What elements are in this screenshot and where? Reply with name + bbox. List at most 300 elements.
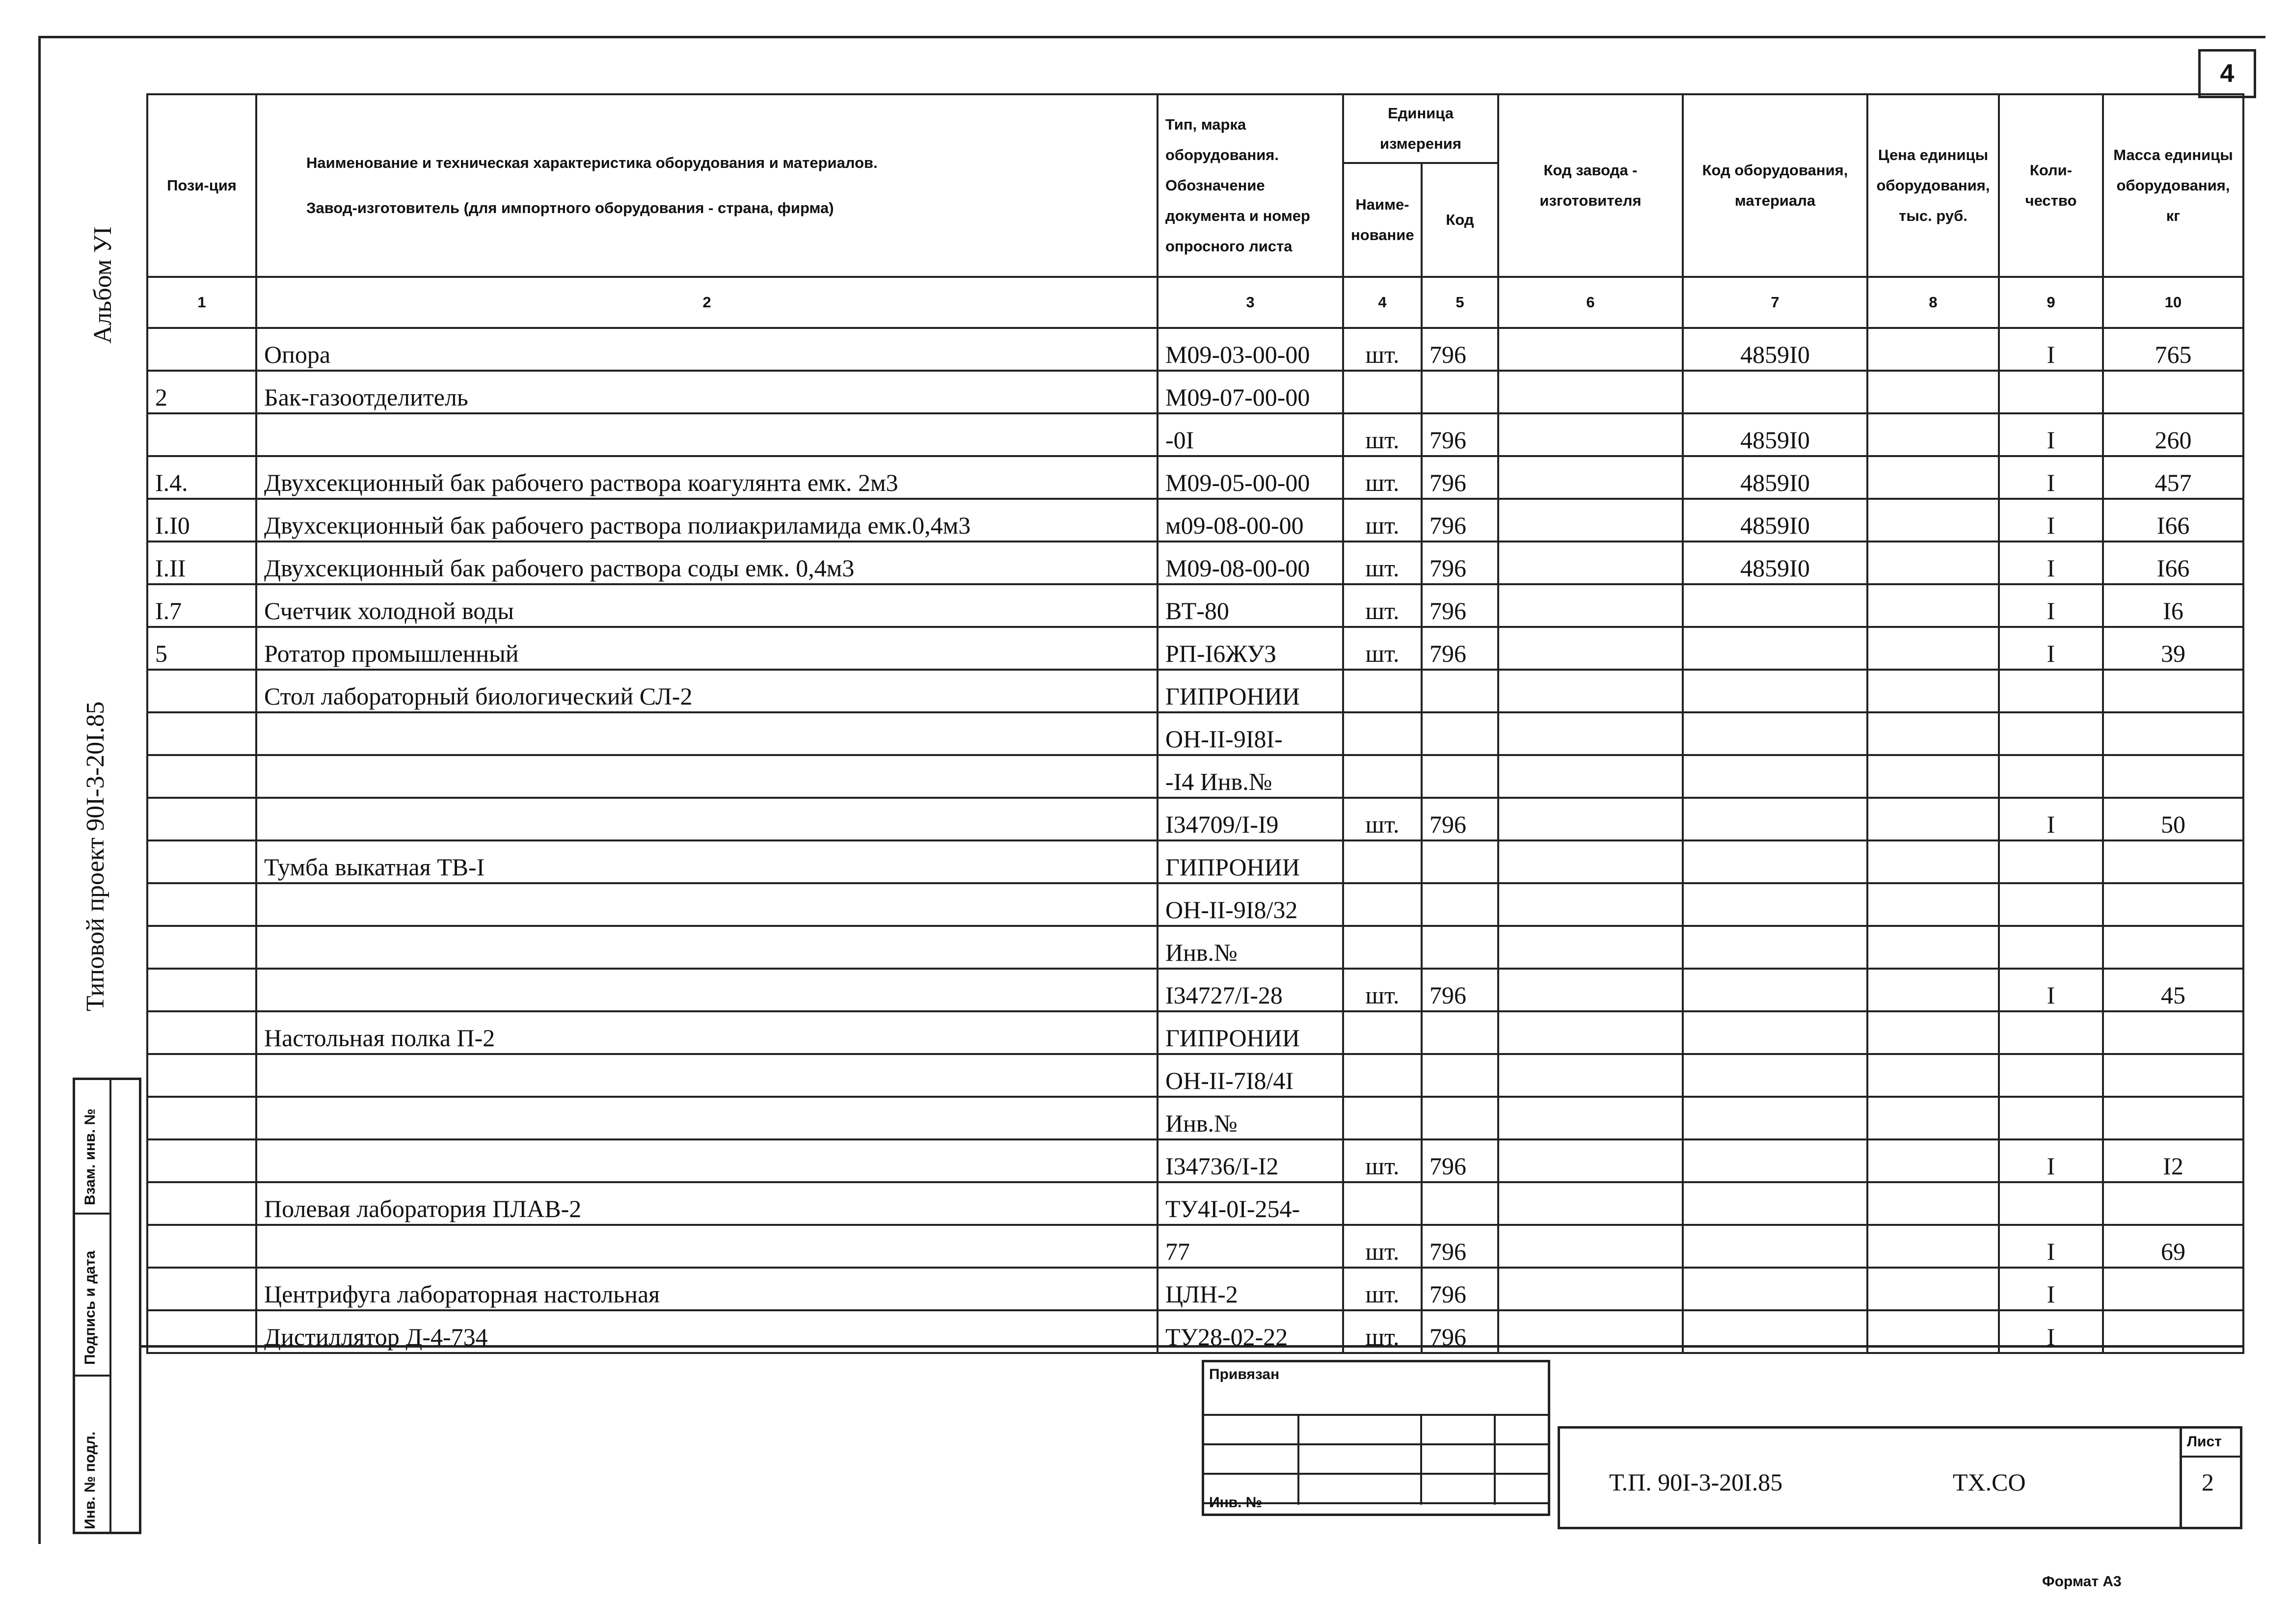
table-row bbox=[147, 371, 2243, 413]
cell-name bbox=[256, 755, 1158, 798]
cell-price bbox=[1867, 541, 1999, 584]
cell-position bbox=[147, 1182, 256, 1225]
title-block bbox=[1558, 1426, 2242, 1529]
cell-position: I.I0 bbox=[147, 499, 256, 541]
column-number: 10 bbox=[2103, 277, 2243, 328]
cell-mass bbox=[2103, 883, 2243, 926]
header-position: Пози-ция bbox=[147, 94, 256, 277]
cell-unit-code: 796 bbox=[1422, 413, 1498, 456]
cell-equipment-code bbox=[1683, 584, 1867, 627]
cell-quantity bbox=[1999, 926, 2103, 969]
cell-name bbox=[256, 883, 1158, 926]
cell-plant-code bbox=[1498, 1225, 1683, 1268]
cell-quantity bbox=[1999, 371, 2103, 413]
cell-plant-code bbox=[1498, 1139, 1683, 1182]
column-number: 6 bbox=[1498, 277, 1683, 328]
cell-position bbox=[147, 328, 256, 371]
header-unit-name: Наиме-нование bbox=[1343, 163, 1422, 277]
cell-price bbox=[1867, 1054, 1999, 1097]
cell-equipment-code bbox=[1683, 1011, 1867, 1054]
cell-mass bbox=[2103, 1054, 2243, 1097]
stamp-field-inv-original: Инв. № подл. bbox=[82, 1431, 98, 1529]
cell-unit-code bbox=[1422, 1054, 1498, 1097]
cell-quantity: I bbox=[1999, 627, 2103, 670]
cell-position bbox=[147, 1011, 256, 1054]
cell-name: Ротатор промышленный bbox=[256, 627, 1158, 670]
table-row bbox=[147, 1011, 2243, 1054]
cell-name bbox=[256, 1225, 1158, 1268]
cell-type: -0I bbox=[1158, 413, 1343, 456]
cell-price bbox=[1867, 371, 1999, 413]
cell-quantity: I bbox=[1999, 584, 2103, 627]
cell-type: I34709/I-I9 bbox=[1158, 798, 1343, 840]
table-row bbox=[147, 926, 2243, 969]
stamp-field-signature-date: Подпись и дата bbox=[82, 1250, 98, 1365]
cell-quantity bbox=[1999, 1011, 2103, 1054]
sheet-label: Лист bbox=[2187, 1434, 2222, 1450]
cell-position: I.7 bbox=[147, 584, 256, 627]
cell-type: Инв.№ bbox=[1158, 926, 1343, 969]
cell-position bbox=[147, 712, 256, 755]
cell-unit-code: 796 bbox=[1422, 584, 1498, 627]
cell-name: Счетчик холодной воды bbox=[256, 584, 1158, 627]
header-unit-group: Единица измерения bbox=[1343, 94, 1498, 163]
cell-unit-code bbox=[1422, 712, 1498, 755]
cell-type: ТУ28-02-22 bbox=[1158, 1310, 1343, 1353]
cell-plant-code bbox=[1498, 755, 1683, 798]
cell-plant-code bbox=[1498, 371, 1683, 413]
column-number: 2 bbox=[256, 277, 1158, 328]
cell-plant-code bbox=[1498, 1182, 1683, 1225]
header-mass: Масса единицы оборудования, кг bbox=[2103, 94, 2243, 277]
cell-plant-code bbox=[1498, 627, 1683, 670]
cell-position bbox=[147, 1268, 256, 1310]
cell-unit-code bbox=[1422, 371, 1498, 413]
cell-name: Бак-газоотделитель bbox=[256, 371, 1158, 413]
column-number: 5 bbox=[1422, 277, 1498, 328]
cell-unit bbox=[1343, 926, 1422, 969]
table-row bbox=[147, 413, 2243, 456]
table-row bbox=[147, 1097, 2243, 1139]
cell-plant-code bbox=[1498, 969, 1683, 1011]
cell-unit bbox=[1343, 1097, 1422, 1139]
cell-price bbox=[1867, 1097, 1999, 1139]
cell-unit-code: 796 bbox=[1422, 969, 1498, 1011]
cell-unit bbox=[1343, 371, 1422, 413]
cell-unit bbox=[1343, 1182, 1422, 1225]
cell-unit bbox=[1343, 1011, 1422, 1054]
cell-equipment-code: 4859I0 bbox=[1683, 456, 1867, 499]
cell-mass: 45 bbox=[2103, 969, 2243, 1011]
cell-unit bbox=[1343, 670, 1422, 712]
cell-unit-code: 796 bbox=[1422, 1268, 1498, 1310]
cell-equipment-code bbox=[1683, 755, 1867, 798]
cell-plant-code bbox=[1498, 670, 1683, 712]
table-row bbox=[147, 969, 2243, 1011]
cell-quantity bbox=[1999, 1097, 2103, 1139]
cell-quantity: I bbox=[1999, 328, 2103, 371]
cell-unit: шт. bbox=[1343, 584, 1422, 627]
cell-unit-code bbox=[1422, 1182, 1498, 1225]
sheet-number: 4 bbox=[2198, 49, 2256, 98]
cell-unit-code: 796 bbox=[1422, 328, 1498, 371]
cell-plant-code bbox=[1498, 1054, 1683, 1097]
cell-price bbox=[1867, 840, 1999, 883]
cell-quantity: I bbox=[1999, 798, 2103, 840]
cell-type: Инв.№ bbox=[1158, 1097, 1343, 1139]
cell-quantity: I bbox=[1999, 1139, 2103, 1182]
cell-mass: 39 bbox=[2103, 627, 2243, 670]
cell-equipment-code bbox=[1683, 840, 1867, 883]
cell-equipment-code bbox=[1683, 371, 1867, 413]
cell-name: Стол лабораторный биологический СЛ-2 bbox=[256, 670, 1158, 712]
cell-plant-code bbox=[1498, 328, 1683, 371]
cell-mass bbox=[2103, 840, 2243, 883]
cell-name bbox=[256, 798, 1158, 840]
cell-unit bbox=[1343, 883, 1422, 926]
cell-type: ОН-II-7I8/4I bbox=[1158, 1054, 1343, 1097]
cell-unit-code bbox=[1422, 755, 1498, 798]
table-row bbox=[147, 1054, 2243, 1097]
cell-unit: шт. bbox=[1343, 456, 1422, 499]
header-type: Тип, марка оборудования. Обозначение документа и номер опросного листа bbox=[1158, 94, 1343, 277]
table-row bbox=[147, 1182, 2243, 1225]
cell-type: I34727/I-28 bbox=[1158, 969, 1343, 1011]
cell-plant-code bbox=[1498, 840, 1683, 883]
cell-quantity: I bbox=[1999, 1268, 2103, 1310]
cell-price bbox=[1867, 712, 1999, 755]
cell-position: I.II bbox=[147, 541, 256, 584]
cell-position: 2 bbox=[147, 371, 256, 413]
cell-unit-code: 796 bbox=[1422, 1225, 1498, 1268]
cell-plant-code bbox=[1498, 712, 1683, 755]
cell-plant-code bbox=[1498, 541, 1683, 584]
binding-label: Привязан bbox=[1209, 1366, 1280, 1382]
table-row bbox=[147, 755, 2243, 798]
table-row bbox=[147, 627, 2243, 670]
cell-unit: шт. bbox=[1343, 541, 1422, 584]
cell-unit-code bbox=[1422, 883, 1498, 926]
format-label: Формат А3 bbox=[2042, 1573, 2122, 1590]
cell-mass: I66 bbox=[2103, 541, 2243, 584]
cell-price bbox=[1867, 499, 1999, 541]
cell-position bbox=[147, 883, 256, 926]
cell-mass: I66 bbox=[2103, 499, 2243, 541]
cell-type: M09-08-00-00 bbox=[1158, 541, 1343, 584]
table-row bbox=[147, 670, 2243, 712]
table-row bbox=[147, 1139, 2243, 1182]
table-row bbox=[147, 883, 2243, 926]
cell-equipment-code bbox=[1683, 883, 1867, 926]
column-number: 9 bbox=[1999, 277, 2103, 328]
cell-equipment-code bbox=[1683, 1268, 1867, 1310]
cell-quantity: I bbox=[1999, 969, 2103, 1011]
cell-mass bbox=[2103, 1182, 2243, 1225]
cell-price bbox=[1867, 328, 1999, 371]
table-row bbox=[147, 1225, 2243, 1268]
cell-unit bbox=[1343, 755, 1422, 798]
cell-unit-code: 796 bbox=[1422, 627, 1498, 670]
cell-name: Опора bbox=[256, 328, 1158, 371]
cell-unit: шт. bbox=[1343, 969, 1422, 1011]
cell-unit-code: 796 bbox=[1422, 499, 1498, 541]
cell-type: 77 bbox=[1158, 1225, 1343, 1268]
cell-quantity bbox=[1999, 840, 2103, 883]
cell-mass bbox=[2103, 1097, 2243, 1139]
cell-plant-code bbox=[1498, 1268, 1683, 1310]
cell-unit-code bbox=[1422, 1011, 1498, 1054]
cell-mass: 260 bbox=[2103, 413, 2243, 456]
cell-unit: шт. bbox=[1343, 328, 1422, 371]
cell-quantity bbox=[1999, 712, 2103, 755]
cell-plant-code bbox=[1498, 883, 1683, 926]
cell-quantity bbox=[1999, 1054, 2103, 1097]
table-row bbox=[147, 840, 2243, 883]
cell-mass bbox=[2103, 371, 2243, 413]
cell-plant-code bbox=[1498, 499, 1683, 541]
cell-type: M09-05-00-00 bbox=[1158, 456, 1343, 499]
cell-mass bbox=[2103, 1011, 2243, 1054]
cell-unit: шт. bbox=[1343, 499, 1422, 541]
cell-type: I34736/I-I2 bbox=[1158, 1139, 1343, 1182]
cell-quantity: I bbox=[1999, 541, 2103, 584]
table-row bbox=[147, 584, 2243, 627]
cell-price bbox=[1867, 584, 1999, 627]
cell-name bbox=[256, 712, 1158, 755]
cell-quantity bbox=[1999, 1182, 2103, 1225]
table-row bbox=[147, 798, 2243, 840]
cell-mass bbox=[2103, 712, 2243, 755]
cell-unit bbox=[1343, 1054, 1422, 1097]
cell-type: ТУ4I-0I-254- bbox=[1158, 1182, 1343, 1225]
cell-equipment-code bbox=[1683, 670, 1867, 712]
cell-type: ГИПРОНИИ bbox=[1158, 670, 1343, 712]
cell-name: Двухсекционный бак рабочего раствора полиакриламида емк.0,4м3 bbox=[256, 499, 1158, 541]
cell-name: Дистиллятор Д-4-734 bbox=[256, 1310, 1158, 1353]
cell-price bbox=[1867, 1182, 1999, 1225]
cell-position bbox=[147, 926, 256, 969]
cell-price bbox=[1867, 1139, 1999, 1182]
cell-unit: шт. bbox=[1343, 627, 1422, 670]
cell-price bbox=[1867, 627, 1999, 670]
cell-mass: 457 bbox=[2103, 456, 2243, 499]
cell-type: ВТ-80 bbox=[1158, 584, 1343, 627]
cell-name bbox=[256, 926, 1158, 969]
cell-price bbox=[1867, 755, 1999, 798]
cell-name bbox=[256, 1054, 1158, 1097]
cell-position bbox=[147, 670, 256, 712]
cell-unit-code: 796 bbox=[1422, 1139, 1498, 1182]
cell-unit: шт. bbox=[1343, 1310, 1422, 1353]
column-number: 3 bbox=[1158, 277, 1343, 328]
cell-plant-code bbox=[1498, 1011, 1683, 1054]
cell-plant-code bbox=[1498, 584, 1683, 627]
cell-unit-code bbox=[1422, 926, 1498, 969]
column-number-row bbox=[147, 277, 2243, 328]
column-number: 7 bbox=[1683, 277, 1867, 328]
binding-block bbox=[1202, 1360, 1550, 1516]
cell-unit: шт. bbox=[1343, 1268, 1422, 1310]
header-name bbox=[256, 94, 1158, 277]
cell-type: РП-I6ЖУЗ bbox=[1158, 627, 1343, 670]
cell-mass: 69 bbox=[2103, 1225, 2243, 1268]
cell-quantity: I bbox=[1999, 413, 2103, 456]
cell-equipment-code: 4859I0 bbox=[1683, 499, 1867, 541]
cell-price bbox=[1867, 926, 1999, 969]
cell-name bbox=[256, 413, 1158, 456]
cell-unit-code: 796 bbox=[1422, 541, 1498, 584]
cell-price bbox=[1867, 969, 1999, 1011]
cell-plant-code bbox=[1498, 798, 1683, 840]
cell-equipment-code bbox=[1683, 1054, 1867, 1097]
cell-position bbox=[147, 755, 256, 798]
cell-name: Центрифуга лабораторная настольная bbox=[256, 1268, 1158, 1310]
sheet-value: 2 bbox=[2202, 1468, 2214, 1496]
cell-unit-code bbox=[1422, 1097, 1498, 1139]
cell-plant-code bbox=[1498, 413, 1683, 456]
table-row bbox=[147, 541, 2243, 584]
cell-position: 5 bbox=[147, 627, 256, 670]
cell-mass bbox=[2103, 755, 2243, 798]
cell-price bbox=[1867, 1225, 1999, 1268]
table-row bbox=[147, 328, 2243, 371]
cell-equipment-code bbox=[1683, 1182, 1867, 1225]
cell-quantity bbox=[1999, 670, 2103, 712]
column-number: 4 bbox=[1343, 277, 1422, 328]
cell-price bbox=[1867, 883, 1999, 926]
cell-unit: шт. bbox=[1343, 798, 1422, 840]
cell-mass: 50 bbox=[2103, 798, 2243, 840]
cell-unit-code: 796 bbox=[1422, 456, 1498, 499]
cell-position bbox=[147, 1225, 256, 1268]
cell-name: Двухсекционный бак рабочего раствора коагулянта емк. 2м3 bbox=[256, 456, 1158, 499]
cell-mass bbox=[2103, 926, 2243, 969]
cell-equipment-code bbox=[1683, 1225, 1867, 1268]
cell-position: I.4. bbox=[147, 456, 256, 499]
cell-type: ГИПРОНИИ bbox=[1158, 1011, 1343, 1054]
cell-quantity bbox=[1999, 883, 2103, 926]
cell-mass: 765 bbox=[2103, 328, 2243, 371]
cell-type: M09-03-00-00 bbox=[1158, 328, 1343, 371]
cell-unit: шт. bbox=[1343, 1225, 1422, 1268]
cell-type: ОН-II-9I8/32 bbox=[1158, 883, 1343, 926]
table-row bbox=[147, 712, 2243, 755]
header-equipment-code: Код оборудования, материала bbox=[1683, 94, 1867, 277]
document-code: Т.П. 90I-3-20I.85 bbox=[1609, 1468, 1783, 1496]
header-price: Цена единицы оборудования, тыс. руб. bbox=[1867, 94, 1999, 277]
cell-type: M09-07-00-00 bbox=[1158, 371, 1343, 413]
cell-quantity bbox=[1999, 755, 2103, 798]
header-name-line2: Завод-изготовитель (для импортного оборудования - страна, фирма) bbox=[306, 199, 834, 217]
cell-equipment-code bbox=[1683, 1139, 1867, 1182]
cell-type: -I4 Инв.№ bbox=[1158, 755, 1343, 798]
cell-type: м09-08-00-00 bbox=[1158, 499, 1343, 541]
header-plant-code: Код завода - изготовителя bbox=[1498, 94, 1683, 277]
cell-type: ОН-II-9I8I- bbox=[1158, 712, 1343, 755]
equipment-specification-table bbox=[146, 93, 2244, 1354]
cell-mass bbox=[2103, 1268, 2243, 1310]
cell-unit: шт. bbox=[1343, 1139, 1422, 1182]
cell-name: Полевая лаборатория ПЛАВ-2 bbox=[256, 1182, 1158, 1225]
cell-price bbox=[1867, 670, 1999, 712]
table-row bbox=[147, 456, 2243, 499]
cell-mass bbox=[2103, 670, 2243, 712]
cell-plant-code bbox=[1498, 926, 1683, 969]
stamp-field-replace-inv: Взам. инв. № bbox=[82, 1109, 98, 1205]
table-row bbox=[147, 1268, 2243, 1310]
cell-unit bbox=[1343, 712, 1422, 755]
cell-name: Тумба выкатная ТВ-I bbox=[256, 840, 1158, 883]
cell-name bbox=[256, 969, 1158, 1011]
header-quantity: Коли-чество bbox=[1999, 94, 2103, 277]
cell-position bbox=[147, 840, 256, 883]
cell-price bbox=[1867, 798, 1999, 840]
cell-equipment-code bbox=[1683, 926, 1867, 969]
cell-quantity: I bbox=[1999, 499, 2103, 541]
table-row bbox=[147, 499, 2243, 541]
cell-name bbox=[256, 1139, 1158, 1182]
cell-quantity: I bbox=[1999, 1225, 2103, 1268]
cell-position bbox=[147, 1139, 256, 1182]
binding-inv-label: Инв. № bbox=[1209, 1494, 1263, 1511]
cell-position bbox=[147, 969, 256, 1011]
cell-position bbox=[147, 1097, 256, 1139]
project-label: Типовой проект 90I-3-20I.85 bbox=[81, 701, 109, 1011]
cell-price bbox=[1867, 456, 1999, 499]
cell-unit bbox=[1343, 840, 1422, 883]
cell-equipment-code: 4859I0 bbox=[1683, 328, 1867, 371]
side-stamp bbox=[73, 1078, 141, 1534]
cell-position bbox=[147, 798, 256, 840]
sheet-box bbox=[2180, 1429, 2240, 1527]
cell-unit-code bbox=[1422, 840, 1498, 883]
header-name-line1: Наименование и техническая характеристика оборудования и материалов. bbox=[306, 154, 878, 171]
cell-equipment-code bbox=[1683, 798, 1867, 840]
column-number: 1 bbox=[147, 277, 256, 328]
document-mark: ТХ.СО bbox=[1953, 1468, 2026, 1496]
cell-position bbox=[147, 413, 256, 456]
cell-type: ЦЛН-2 bbox=[1158, 1268, 1343, 1310]
cell-equipment-code: 4859I0 bbox=[1683, 413, 1867, 456]
cell-name: Настольная полка П-2 bbox=[256, 1011, 1158, 1054]
cell-unit: шт. bbox=[1343, 413, 1422, 456]
table-bottom-rule bbox=[141, 1345, 2242, 1348]
cell-quantity: I bbox=[1999, 456, 2103, 499]
cell-mass: I2 bbox=[2103, 1139, 2243, 1182]
header-unit-code: Код bbox=[1422, 163, 1498, 277]
cell-plant-code bbox=[1498, 1097, 1683, 1139]
cell-name bbox=[256, 1097, 1158, 1139]
cell-unit-code: 796 bbox=[1422, 1310, 1498, 1353]
cell-price bbox=[1867, 1011, 1999, 1054]
cell-equipment-code bbox=[1683, 627, 1867, 670]
cell-unit-code: 796 bbox=[1422, 798, 1498, 840]
cell-name: Двухсекционный бак рабочего раствора соды емк. 0,4м3 bbox=[256, 541, 1158, 584]
cell-type: ГИПРОНИИ bbox=[1158, 840, 1343, 883]
column-number: 8 bbox=[1867, 277, 1999, 328]
cell-unit-code bbox=[1422, 670, 1498, 712]
cell-quantity: I bbox=[1999, 1310, 2103, 1353]
cell-position bbox=[147, 1054, 256, 1097]
cell-price bbox=[1867, 1268, 1999, 1310]
cell-plant-code bbox=[1498, 456, 1683, 499]
cell-price bbox=[1867, 413, 1999, 456]
cell-equipment-code bbox=[1683, 969, 1867, 1011]
cell-equipment-code bbox=[1683, 1097, 1867, 1139]
cell-mass: I6 bbox=[2103, 584, 2243, 627]
cell-equipment-code bbox=[1683, 712, 1867, 755]
album-label: Альбом УI bbox=[89, 226, 117, 344]
